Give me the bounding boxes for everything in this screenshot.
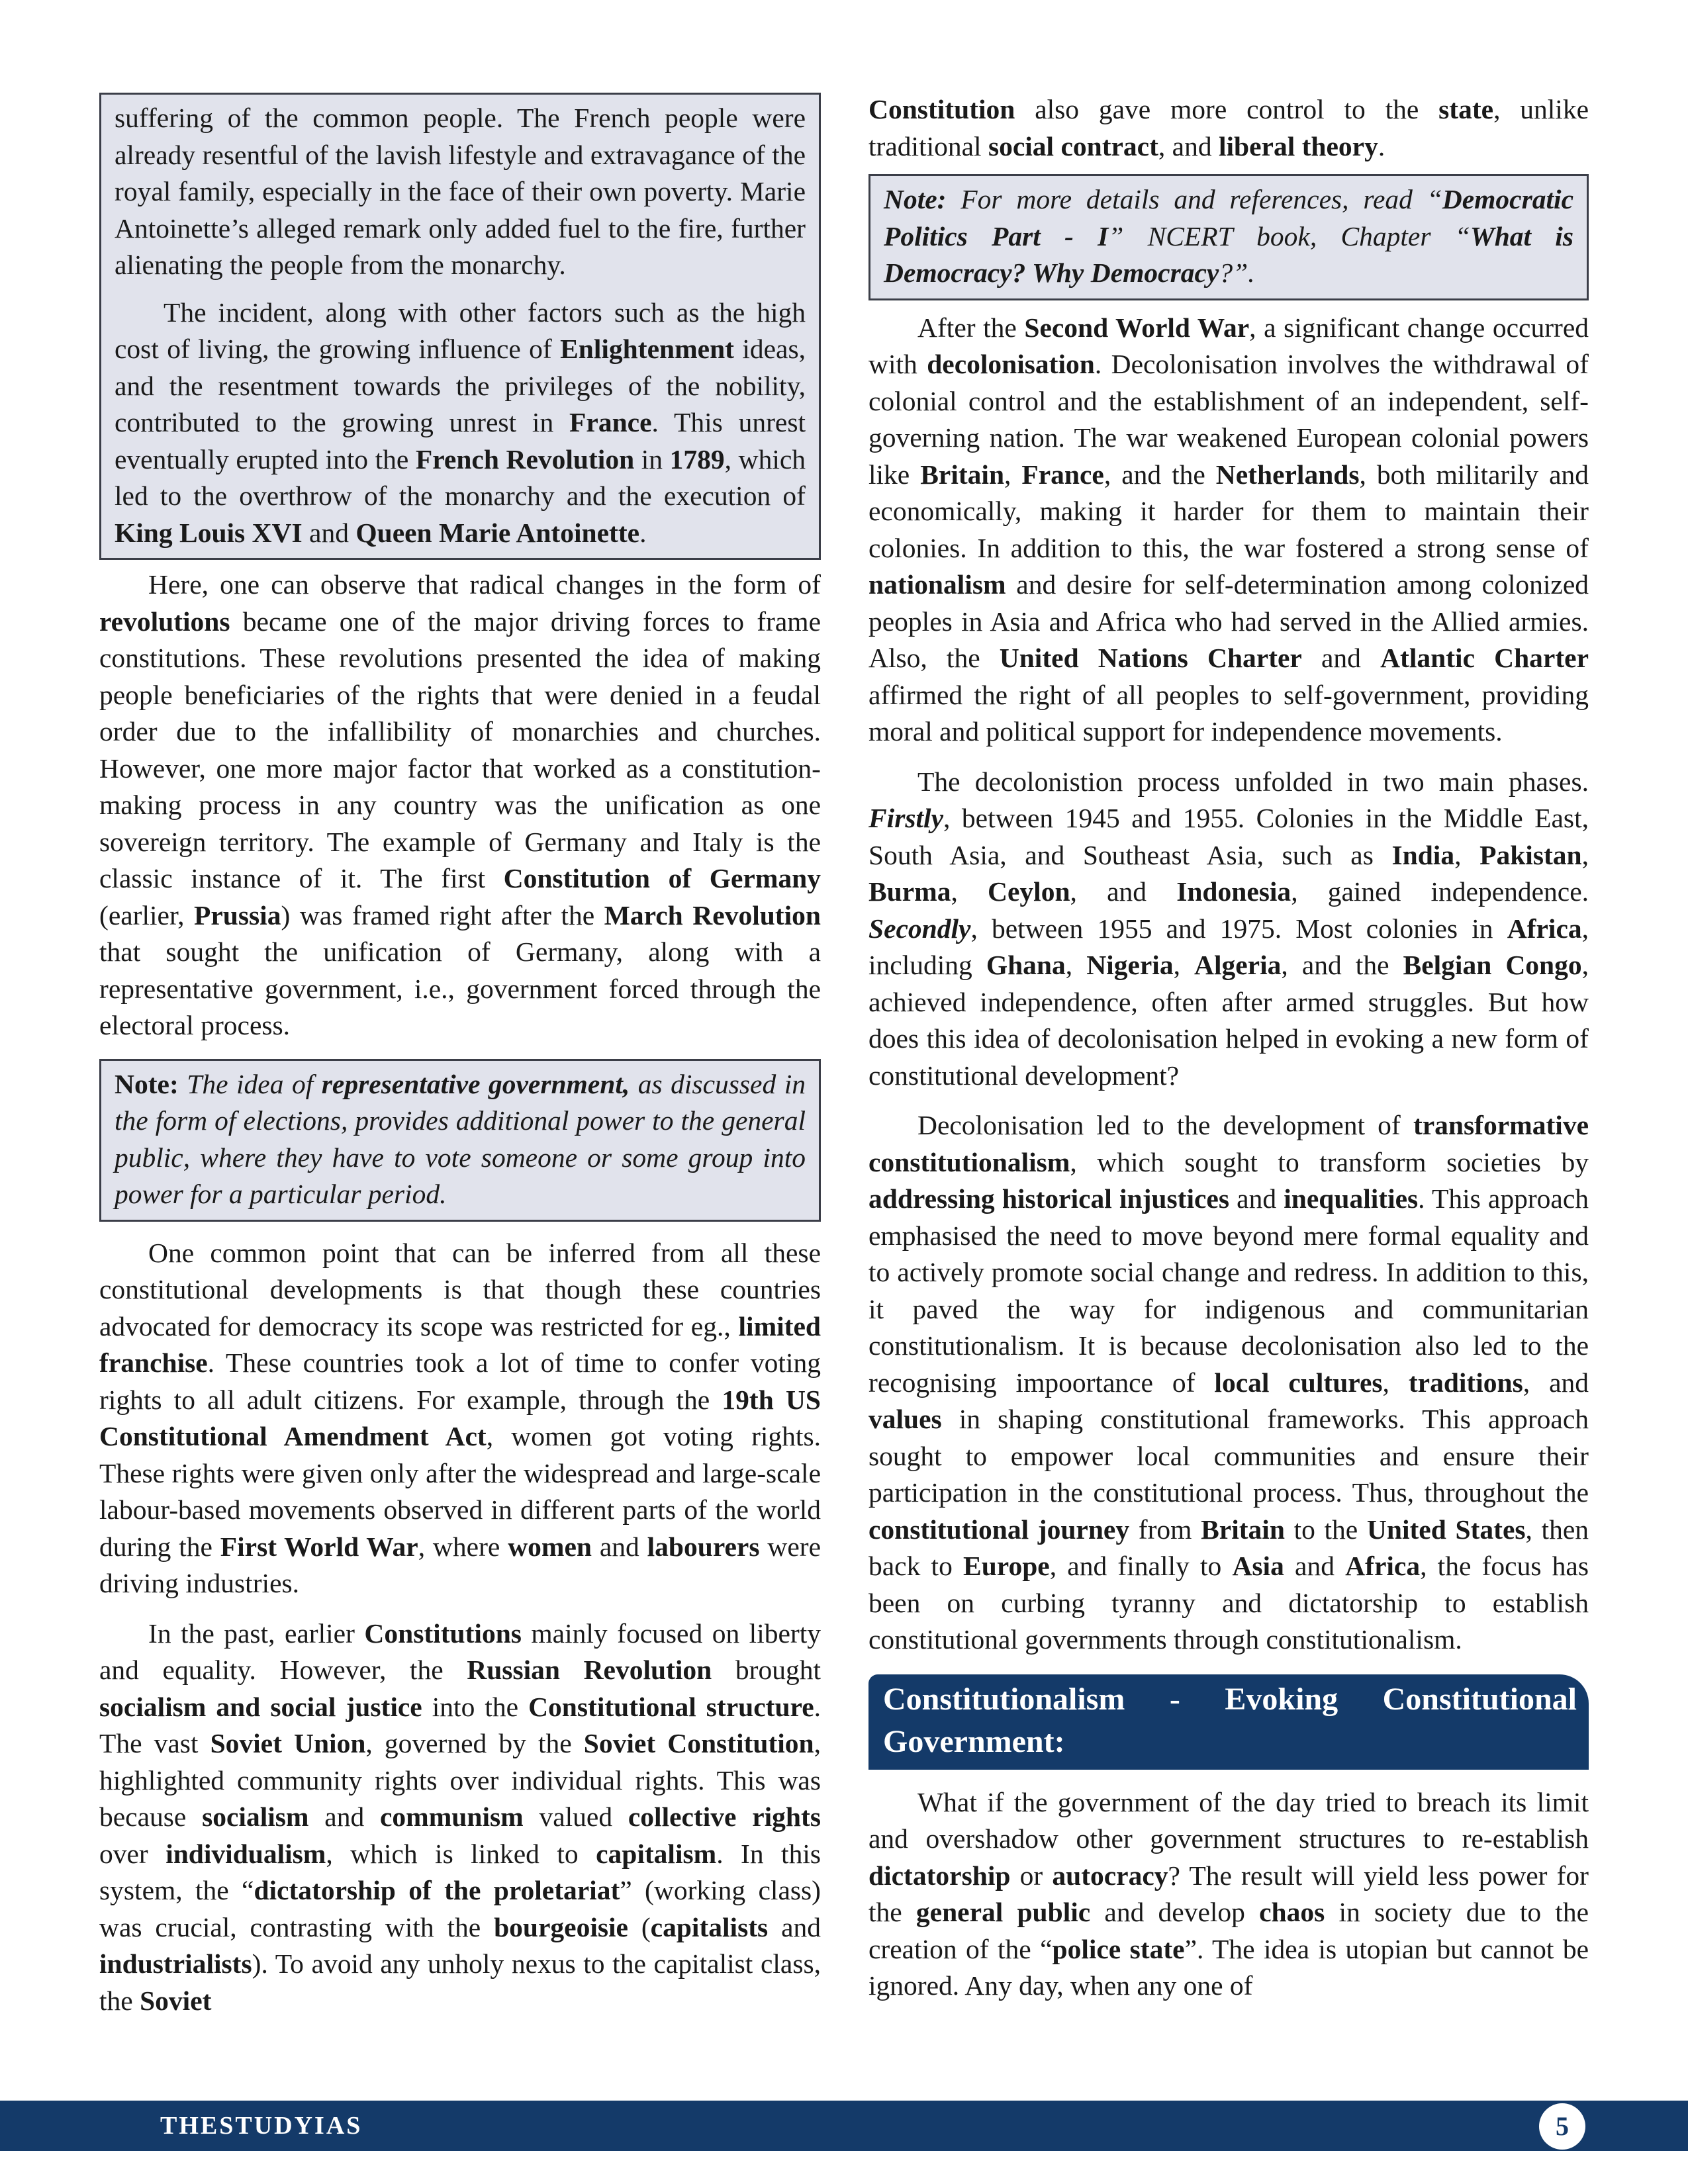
note-text: Note: For more details and references, read “Democratic Politics Part - I” NCERT book, Chapter “What is Democracy? Why Democracy?”.: [884, 184, 1573, 288]
body-paragraph: Here, one can observe that radical changes in the form of revolutions became one of the major driving forces to frame constitutions. These revolutions presented the idea of making people beneficiaries of the rights that were denied in a feudal order due to the infallibility of monarchies and churches. However, one more major factor that worked as a constitution-making process in any country was the unification as one sovereign territory. The example of Germany and Italy is the classic instance of it. The first Constitution of Germany (earlier, Prussia) was framed right after the March Revolution that sought the unification of Germany, along with a representative government, i.e., government forced through the electoral process.: [99, 569, 821, 1040]
left-column: [99, 93, 821, 2019]
right-column: [868, 91, 1589, 2005]
french-revolution-box: [99, 93, 821, 560]
body-paragraph: Decolonisation led to the development of transformative constitutionalism, which sought to transform societies by addressing historical injustices and inequalities. This approach emphasised the need to move beyond mere formal equality and to actively promote social change and redress. In addition to this, it paved the way for indigenous and communitarian constitutionalism. It is because decolonisation also led to the recognising impoortance of local cultures, traditions, and values in shaping constitutional frameworks. This approach sought to empower local communities and ensure their participation in the constitutional process. Thus, throughout the constitutional journey from Britain to the United States, then back to Europe, and finally to Asia and Africa, the focus has been on curbing tyranny and dictatorship to establish constitutional governments through constitutionalism.: [868, 1110, 1589, 1655]
body-paragraph: After the Second World War, a significant change occurred with decolonisation. Decolonisation involves the withdrawal of colonial control and the establishment of an independent, self-governing nation. The war weakened European colonial powers like Britain, France, and the Netherlands, both militarily and economically, making it harder for them to maintain their colonies. In addition to this, the war fostered a strong sense of nationalism and desire for self-determination among colonized peoples in Asia and Africa who had served in the Allied armies. Also, the United Nations Charter and Atlantic Charter affirmed the right of all peoples to self-government, providing moral and political support for independence movements.: [868, 312, 1589, 747]
body-paragraph: What if the government of the day tried to breach its limit and overshadow other government structures to re-establish dictatorship or autocracy? The result will yield less power for the general public and develop chaos in society due to the creation of the “police state”. The idea is utopian but cannot be ignored. Any day, when any one of: [868, 1786, 1589, 2001]
note-text: Note: The idea of representative government, as discussed in the form of elections, provides additional power to the general public, where they have to vote someone or some group into power for a particular period.: [115, 1068, 806, 1209]
box-paragraph: The incident, along with other factors such as the high cost of living, the growing influence of Enlightenment ideas, and the resentment towards the privileges of the nobility, contributed to the growing unrest in France. This unrest eventually erupted into the French Revolution in 1789, which led to the overthrow of the monarchy and the execution of King Louis XVI and Queen Marie Antoinette.: [115, 296, 806, 548]
note-box: [868, 174, 1589, 300]
page-number: 5: [1539, 2103, 1585, 2150]
body-paragraph: Constitution also gave more control to the state, unlike traditional social contract, and liberal theory.: [868, 94, 1589, 161]
box-paragraph: suffering of the common people. The French people were already resentful of the lavish lifestyle and extravagance of the royal family, especially in the face of their own poverty. Marie Antoinette’s alleged remark only added fuel to the fire, further alienating the people from the monarchy.: [115, 103, 806, 280]
note-box: [99, 1059, 821, 1222]
body-paragraph: The decolonistion process unfolded in two main phases. Firstly, between 1945 and 1955. Colonies in the Middle East, South Asia, and Southeast Asia, such as India, Pakistan, Burma, Ceylon, and Indonesia, gained independence. Secondly, between 1955 and 1975. Most colonies in Africa, including Ghana, Nigeria, Algeria, and the Belgian Congo, achieved independence, often after armed struggles. But how does this idea of decolonisation helped in evoking a new form of constitutional development?: [868, 766, 1589, 1091]
footer-brand: THESTUDYIAS: [160, 2112, 363, 2140]
body-paragraph: One common point that can be inferred from all these constitutional developments is that though these countries advocated for democracy its scope was restricted for eg., limited franchise. These countries took a lot of time to confer voting rights to all adult citizens. For example, through the 19th US Constitutional Amendment Act, women got voting rights. These rights were given only after the widespread and large-scale labour-based movements observed in different parts of the world during the First World War, where women and labourers were driving industries.: [99, 1237, 821, 1598]
page-footer: [0, 2101, 1688, 2151]
body-paragraph: In the past, earlier Constitutions mainly focused on liberty and equality. However, the Russian Revolution brought socialism and social justice into the Constitutional structure. The vast Soviet Union, governed by the Soviet Constitution, highlighted community rights over individual rights. This was because socialism and communism valued collective rights over individualism, which is linked to capitalism. In this system, the “dictatorship of the proletariat” (working class) was crucial, contrasting with the bourgeoisie (capitalists and industrialists). To avoid any unholy nexus to the capitalist class, the Soviet: [99, 1617, 821, 2016]
section-heading: Constitutionalism - Evoking Constitutional Government:: [868, 1674, 1589, 1770]
